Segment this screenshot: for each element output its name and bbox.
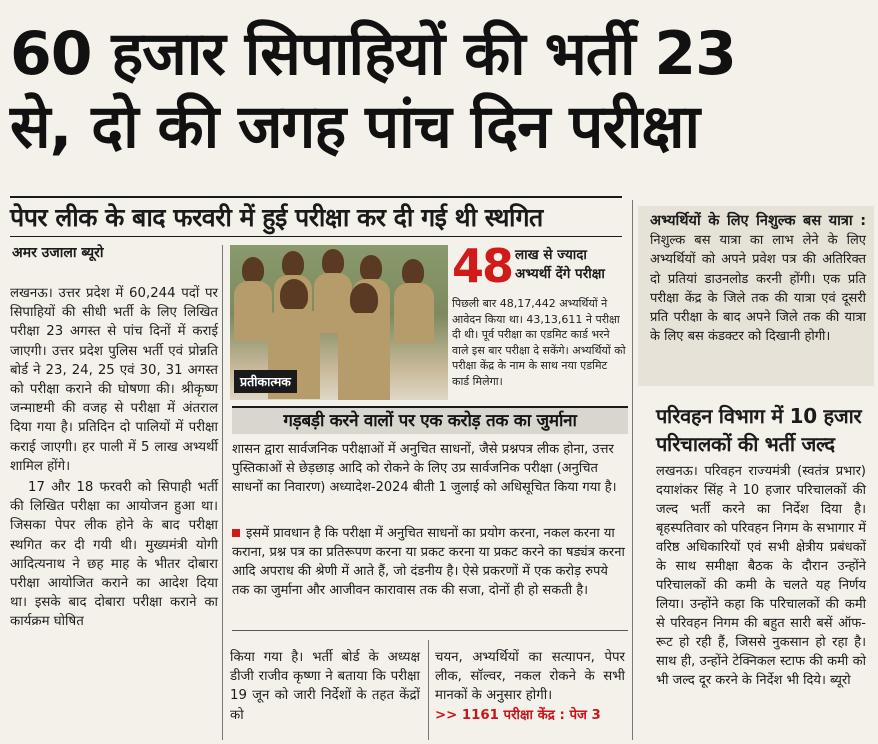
second-story-heading: परिवहन विभाग में 10 हजार परिचालकों की भर्ती जल्द <box>656 404 862 456</box>
page-reference-link[interactable]: >> 1161 परीक्षा केंद्र : पेज 3 <box>435 707 601 723</box>
main-article-column <box>10 284 218 634</box>
stat-number: 48 <box>452 239 513 293</box>
stat-text: पिछली बार 48,17,442 अभ्यर्थियों ने आवेदन किया था। 43,13,611 ने परीक्षा दी थी। पूर्व परीक्षा का एडमिट कार्ड भरने वाले इस बार परीक्षा दे सकेंगे। अभ्यर्थियों को परीक्षा केंद्र के नाम के साथ नया एडमिट कार्ड मिलेगा। <box>452 297 626 388</box>
continuation-column-b <box>435 648 625 725</box>
column-divider-1 <box>222 245 223 740</box>
second-story-text: लखनऊ। परिवहन राज्यमंत्री (स्वतंत्र प्रभार) दयाशंकर सिंह ने 10 हजार परिचालकों की जल्द भर्ती करने का निर्देश दिया है। बृहस्पतिवार को परिवहन निगम के सभागार में वरिष्ठ अधिकारियों एवं सभी क्षेत्रीय प्रबंधकों के साथ समीक्षा बैठक के दौरान उन्होंने परिचालकों की कमी के चलते यह निर्णय लिया। उन्होंने कहा कि परिचालकों की कमी से परिवहन निगम की बहुत सारी बसें ऑफ-रूट हो रही हैं, जिससे नुकसान हो रहा है। साथ ही, उन्होंने टेक्निकल स्टाफ की कमी को भी जल्द दूर करने के निर्देश भी दिये। ब्यूरो <box>656 464 866 688</box>
continuation-column-a: किया गया है। भर्ती बोर्ड के अध्यक्ष डीजी राजीव कृष्णा ने बताया कि परीक्षा 19 जून को जारी निर्देशों के तहत केंद्रों को <box>230 650 420 723</box>
main-paragraph-2: 17 और 18 फरवरी को सिपाही भर्ती की लिखित परीक्षा का आयोजन हुआ था। जिसका पेपर लीक होने के बाद परीक्षा स्थगित कर दी गयी थी। मुख्यमंत्री योगी आदित्यनाथ ने छह माह के भीतर दोबारा परीक्षा आयोजित कराने का आदेश दिया था। इसके बाद दोबारा परीक्षा कराने का कार्यक्रम घोषित <box>10 480 218 630</box>
headline-line-1: 60 हजार सिपाहियों की भर्ती 23 <box>10 19 736 89</box>
subhead-rule <box>10 196 622 198</box>
headline-line-2: से, दो की जगह पांच दिन परीक्षा <box>10 92 700 163</box>
sidebar-text-block <box>650 212 866 346</box>
continuation-text-b: चयन, अभ्यर्थियों का सत्यापन, पेपर लीक, सॉल्वर, नकल रोकने के सभी मानकों के अनुसार होगी। <box>435 650 625 704</box>
stat-label: लाख से ज्यादा अभ्यर्थी देंगे परीक्षा <box>515 247 605 282</box>
byline-rule <box>10 236 622 237</box>
penalty-bottom-rule <box>232 630 628 631</box>
penalty-bullet-text: इसमें प्रावधान है कि परीक्षा में अनुचित साधनों का प्रयोग करना, नकल करना या कराना, प्रश्न पत्र का प्रतिरूपण करना या प्रकट करना या प्रकट करने का षड्यंत्र करना आदि अपराध की श्रेणी में आते हैं, जो दंडनीय है। ऐसे प्रकरणों में एक करोड़ रुपये तक का जुर्माना और आजीवन कारावास तक की सजा, दोनों ही हो सकती है। <box>232 526 625 598</box>
penalty-bullet <box>232 524 628 600</box>
column-divider-2 <box>428 640 429 740</box>
subheadline: पेपर लीक के बाद फरवरी में हुई परीक्षा कर दी गई थी स्थगित <box>10 203 543 232</box>
photo-tag: प्रतीकात्मक <box>234 370 297 393</box>
penalty-heading: गड़बड़ी करने वालों पर एक करोड़ तक का जुर्माना <box>283 411 577 431</box>
main-paragraph-1: लखनऊ। उत्तर प्रदेश में 60,244 पदों पर सिपाहियों की सीधी भर्ती के लिए लिखित परीक्षा 23 अगस्त से पांच दिनों में कराई जाएगी। उत्तर प्रदेश पुलिस भर्ती एवं प्रोन्नति बोर्ड ने 23, 24, 25 एवं 30, 31 अगस्त को परीक्षा कराने की घोषणा की। श्रीकृष्ण जन्माष्टमी की वजह से परीक्षा में अंतराल दिया गया है। प्रतिदिन दो पालियों में परीक्षा कराई जाएगी। हर पाली में 5 लाख अभ्यर्थी शामिल होंगे। <box>10 286 218 474</box>
penalty-intro: शासन द्वारा सार्वजनिक परीक्षाओं में अनुचित साधनों, जैसे प्रश्नपत्र लीक होना, उत्तर पुस्तिकाओं से छेड़छाड़ आदि को रोकने के लिए उप्र सार्वजनिक परीक्षा (अनुचित साधनों का निवारण) अध्यादेश-2024 बीती 1 जुलाई को अधिसूचित किया गया है। <box>232 442 617 495</box>
column-divider-3 <box>632 200 633 740</box>
sidebar-text: निशुल्क बस यात्रा का लाभ लेने के लिए अभ्यर्थियों को अपने प्रवेश पत्र की अतिरिक्त दो प्रतियां डाउनलोड करनी होंगी। एक प्रति परीक्षा केंद्र के जिले तक की यात्रा एवं दूसरी प्रति परीक्षा के बाद अपने जिले तक की यात्रा के लिए बस कंडक्टर को दिखानी होगी। <box>650 233 866 345</box>
headline <box>10 18 870 164</box>
sidebar-title: अभ्यर्थियों के लिए निशुल्क बस यात्रा : <box>650 213 866 229</box>
byline: अमर उजाला ब्यूरो <box>12 245 104 261</box>
bullet-square-icon <box>232 529 240 537</box>
